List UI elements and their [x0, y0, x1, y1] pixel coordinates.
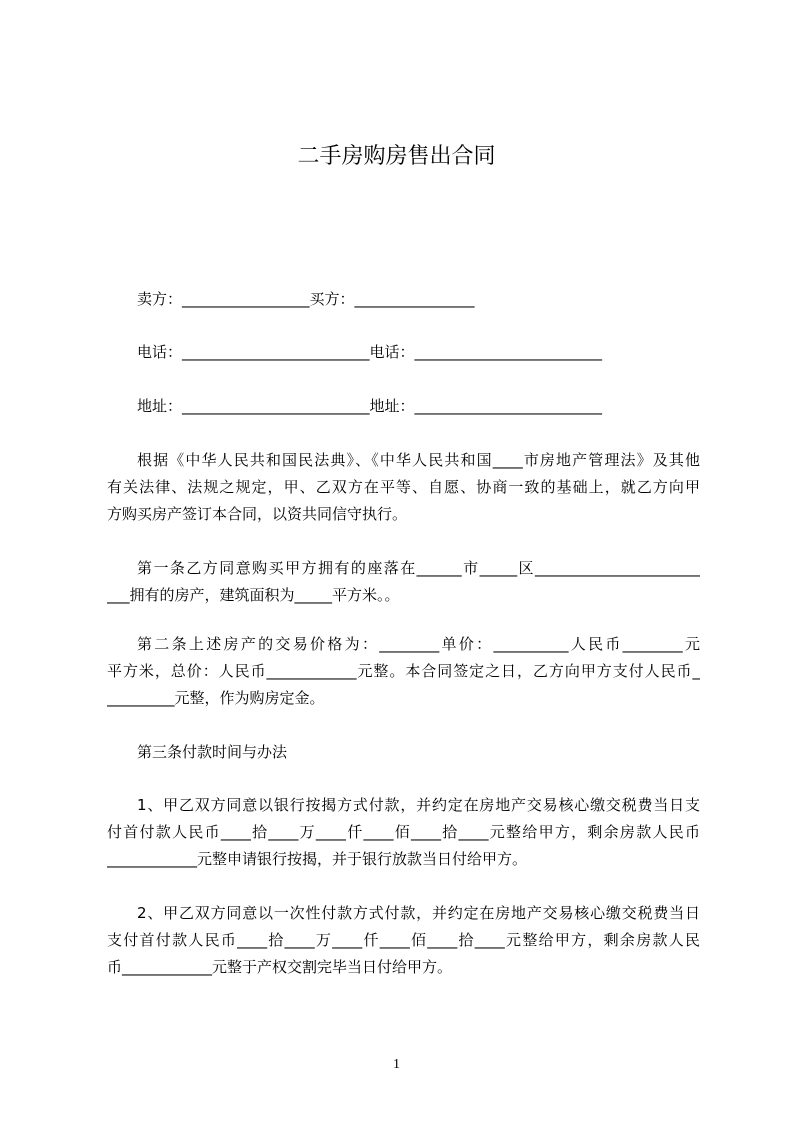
paragraph-line: 付首付款人民币____拾____万____仟____佰____拾____元整给甲方，剩余房款人民币 — [107, 823, 700, 841]
buyer-phone-blank: _________________________ — [414, 343, 603, 361]
paragraph-line: 第二条上述房产的交易价格为：________单价：__________人民币________元 — [137, 635, 700, 653]
seller-address-blank: _________________________ — [182, 397, 370, 415]
buyer-address-label: 地址： — [369, 397, 415, 415]
seller-address-label: 地址： — [137, 397, 183, 415]
seller-phone-label: 电话： — [137, 343, 183, 361]
paragraph-line: _________元整，作为购房定金。 — [107, 689, 325, 707]
seller-phone-blank: _________________________ — [182, 343, 370, 361]
paragraph-line: 1、甲乙双方同意以银行按揭方式付款，并约定在房地产交易核心缴交税费当日支 — [137, 796, 700, 814]
section-heading: 第三条付款时间与办法 — [137, 743, 288, 761]
buyer-phone-label: 电话： — [369, 343, 415, 361]
paragraph-line: 支付首付款人民币____拾____万____仟____佰____拾____元整给甲方，剩余房款人民 — [107, 931, 700, 949]
paragraph-line: 方购买房产签订本合同，以资共同信守执行。 — [107, 505, 408, 523]
buyer-address-blank: _________________________ — [414, 397, 603, 415]
paragraph-line: 有关法律、法规之规定，甲、乙双方在平等、自愿、协商一致的基础上，就乙方向甲 — [107, 478, 700, 496]
address-row — [137, 393, 700, 420]
paragraph-line: 平方米，总价：人民币____________元整。本合同签定之日，乙方向甲方支付人民币_ — [107, 662, 700, 680]
paragraph-line: ____________元整申请银行按揭，并于银行放款当日付给甲方。 — [107, 850, 528, 868]
page-number: 1 — [393, 1057, 400, 1072]
buyer-blank: ________________ — [354, 290, 475, 308]
paragraph-line: ___拥有的房产，建筑面积为_____平方米。。 — [107, 586, 400, 604]
document-title: 二手房购房售出合同 — [297, 144, 496, 169]
paragraph-line: 根据《中华人民共和国民法典》、《中华人民共和国____市房地产管理法》及其他 — [137, 451, 700, 469]
paragraph-line: 2、甲乙双方同意以一次性付款方式付款，并约定在房地产交易核心缴交税费当日 — [137, 904, 700, 922]
seller-blank: _________________ — [182, 290, 310, 308]
buyer-label: 买方： — [309, 290, 355, 308]
phone-row — [137, 339, 700, 366]
paragraph-line: 第一条乙方同意购买甲方拥有的座落在______市_____区______________________ — [137, 559, 700, 577]
paragraph-line: 币____________元整于产权交割完毕当日付给甲方。 — [107, 958, 453, 976]
seller-label: 卖方： — [137, 290, 183, 308]
seller-buyer-row — [137, 286, 700, 313]
